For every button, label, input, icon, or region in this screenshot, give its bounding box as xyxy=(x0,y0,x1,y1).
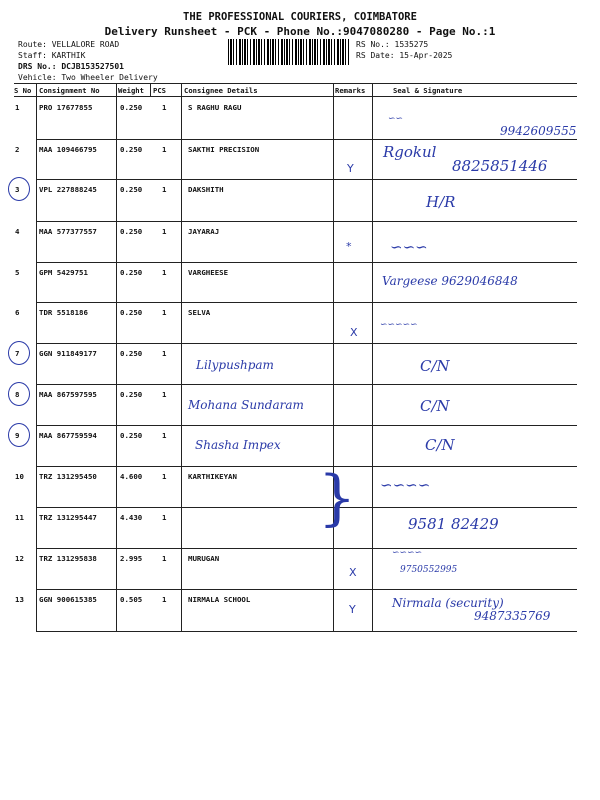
circle-mark xyxy=(8,423,30,447)
row-weight: 0.505 xyxy=(120,595,143,604)
row-weight: 4.600 xyxy=(120,472,143,481)
row-rule xyxy=(36,466,577,467)
row-rule xyxy=(36,425,577,426)
row-weight: 0.250 xyxy=(120,268,143,277)
row-consignment: PRO 17677855 xyxy=(39,103,93,112)
handwritten-signature: ∽∽∽∽∽ xyxy=(380,320,418,330)
handwritten-name: Nirmala (security) xyxy=(392,596,504,610)
row-pcs: 1 xyxy=(162,349,167,358)
handwritten-consignee: Shasha Impex xyxy=(195,438,281,452)
handwritten-signature: ∽∽∽ xyxy=(390,238,428,256)
row-consignment: TRZ 131295450 xyxy=(39,472,97,481)
barcode xyxy=(228,39,351,65)
row-pcs: 1 xyxy=(162,268,167,277)
remark-mark: Y xyxy=(349,603,356,616)
remark-mark: * xyxy=(346,240,352,253)
row-pcs: 1 xyxy=(162,472,167,481)
row-sno: 6 xyxy=(15,308,20,317)
row-sno: 7 xyxy=(15,349,20,358)
row-weight: 0.250 xyxy=(120,431,143,440)
row-rule xyxy=(36,302,577,303)
col-consignment: Consignment No xyxy=(39,86,100,95)
company-title: THE PROFESSIONAL COURIERS, COIMBATORE xyxy=(183,11,417,23)
row-consignment: GPM 5429751 xyxy=(39,268,88,277)
row-sno: 9 xyxy=(15,431,20,440)
row-sno: 11 xyxy=(15,513,24,522)
handwritten-remark: H/R xyxy=(426,193,456,211)
circle-mark xyxy=(8,382,30,406)
handwritten-consignee: Mohana Sundaram xyxy=(188,398,304,412)
row-rule xyxy=(36,343,577,344)
row-pcs: 1 xyxy=(162,308,167,317)
row-consignment: VPL 227888245 xyxy=(39,185,97,194)
row-pcs: 1 xyxy=(162,513,167,522)
row-rule xyxy=(36,139,577,140)
row-pcs: 1 xyxy=(162,185,167,194)
row-rule xyxy=(36,548,577,549)
row-weight: 4.430 xyxy=(120,513,143,522)
row-weight: 0.250 xyxy=(120,390,143,399)
row-consignment: GGN 911849177 xyxy=(39,349,97,358)
row-consignee: DAKSHITH xyxy=(188,185,224,194)
row-pcs: 1 xyxy=(162,103,167,112)
row-sno: 2 xyxy=(15,145,20,154)
handwritten-cn: C/N xyxy=(420,397,450,415)
row-consignment: TRZ 131295447 xyxy=(39,513,97,522)
row-weight: 0.250 xyxy=(120,185,143,194)
col-signature: Seal & Signature xyxy=(393,86,463,95)
rs-number: RS No.: 1535275 xyxy=(356,40,429,49)
row-rule xyxy=(36,589,577,590)
row-consignee: S RAGHU RAGU xyxy=(188,103,242,112)
handwritten-name-phone: Vargeese 9629046848 xyxy=(382,274,518,288)
col-pcs: PCS xyxy=(153,86,166,95)
bracket-mark: } xyxy=(318,463,357,533)
handwritten-phone: 9750552995 xyxy=(400,565,458,575)
drs-label: DRS No.: DCJB153527501 xyxy=(18,62,124,71)
table-top-rule xyxy=(14,83,577,84)
col-weight: Weight xyxy=(118,86,144,95)
header-bottom-rule xyxy=(14,96,577,97)
rs-date: RS Date: 15-Apr-2025 xyxy=(356,51,453,60)
row-sno: 10 xyxy=(15,472,24,481)
row-consignee: MURUGAN xyxy=(188,554,220,563)
row-consignment: GGN 900615385 xyxy=(39,595,97,604)
row-rule xyxy=(36,221,577,222)
row-consignee: SAKTHI PRECISION xyxy=(188,145,260,154)
col-remarks: Remarks xyxy=(335,86,366,95)
row-sno: 5 xyxy=(15,268,20,277)
row-weight: 0.250 xyxy=(120,145,143,154)
row-weight: 2.995 xyxy=(120,554,143,563)
row-pcs: 1 xyxy=(162,227,167,236)
handwritten-cn: C/N xyxy=(420,357,450,375)
row-sno: 1 xyxy=(15,103,20,112)
route-label: Route: VELLALORE ROAD xyxy=(18,40,120,49)
row-consignment: MAA 577377557 xyxy=(39,227,97,236)
row-consignment: MAA 109466795 xyxy=(39,145,97,154)
row-consignee: JAYARAJ xyxy=(188,227,220,236)
row-pcs: 1 xyxy=(162,431,167,440)
col-sno: S No xyxy=(14,86,32,95)
handwritten-consignee: Lilypushpam xyxy=(196,358,274,372)
handwritten-signature: ∽∽∽∽ xyxy=(392,548,423,558)
handwritten-signature: ∽∽ xyxy=(388,114,404,124)
remark-mark: X xyxy=(349,566,357,579)
row-consignee: SELVA xyxy=(188,308,211,317)
row-sno: 13 xyxy=(15,595,24,604)
circle-mark xyxy=(8,341,30,365)
handwritten-name: Rgokul xyxy=(383,143,437,161)
col-divider xyxy=(150,83,151,97)
staff-label: Staff: KARTHIK xyxy=(18,51,86,60)
row-consignee: NIRMALA SCHOOL xyxy=(188,595,251,604)
row-consignee: KARTHIKEYAN xyxy=(188,472,237,481)
row-weight: 0.250 xyxy=(120,227,143,236)
row-sno: 8 xyxy=(15,390,20,399)
row-consignment: MAA 867759594 xyxy=(39,431,97,440)
row-rule xyxy=(36,179,577,180)
vehicle-label: Vehicle: Two Wheeler Delivery xyxy=(18,73,158,82)
row-rule xyxy=(36,631,577,632)
circle-mark xyxy=(8,177,30,201)
col-consignee: Consignee Details xyxy=(184,86,258,95)
row-weight: 0.250 xyxy=(120,103,143,112)
row-pcs: 1 xyxy=(162,554,167,563)
remark-mark: X xyxy=(350,326,358,339)
row-consignment: TDR 5518186 xyxy=(39,308,88,317)
row-pcs: 1 xyxy=(162,145,167,154)
runsheet-title: Delivery Runsheet - PCK - Phone No.:9047080280 - Page No.:1 xyxy=(104,25,496,38)
row-consignment: MAA 867597595 xyxy=(39,390,97,399)
row-sno: 3 xyxy=(15,185,20,194)
row-pcs: 1 xyxy=(162,595,167,604)
handwritten-signature: ∽∽∽∽ xyxy=(380,476,431,494)
row-rule xyxy=(36,384,577,385)
row-consignment: TRZ 131295838 xyxy=(39,554,97,563)
handwritten-phone: 9942609555 xyxy=(500,124,577,138)
row-rule xyxy=(36,507,577,508)
handwritten-phone: 9487335769 xyxy=(474,609,551,623)
row-rule xyxy=(36,262,577,263)
remark-mark: Y xyxy=(347,162,354,175)
row-weight: 0.250 xyxy=(120,349,143,358)
row-sno: 4 xyxy=(15,227,20,236)
row-pcs: 1 xyxy=(162,390,167,399)
row-consignee: VARGHEESE xyxy=(188,268,229,277)
row-weight: 0.250 xyxy=(120,308,143,317)
handwritten-phone: 9581 82429 xyxy=(408,515,499,533)
handwritten-cn: C/N xyxy=(425,436,455,454)
handwritten-phone: 8825851446 xyxy=(452,157,548,175)
row-sno: 12 xyxy=(15,554,24,563)
